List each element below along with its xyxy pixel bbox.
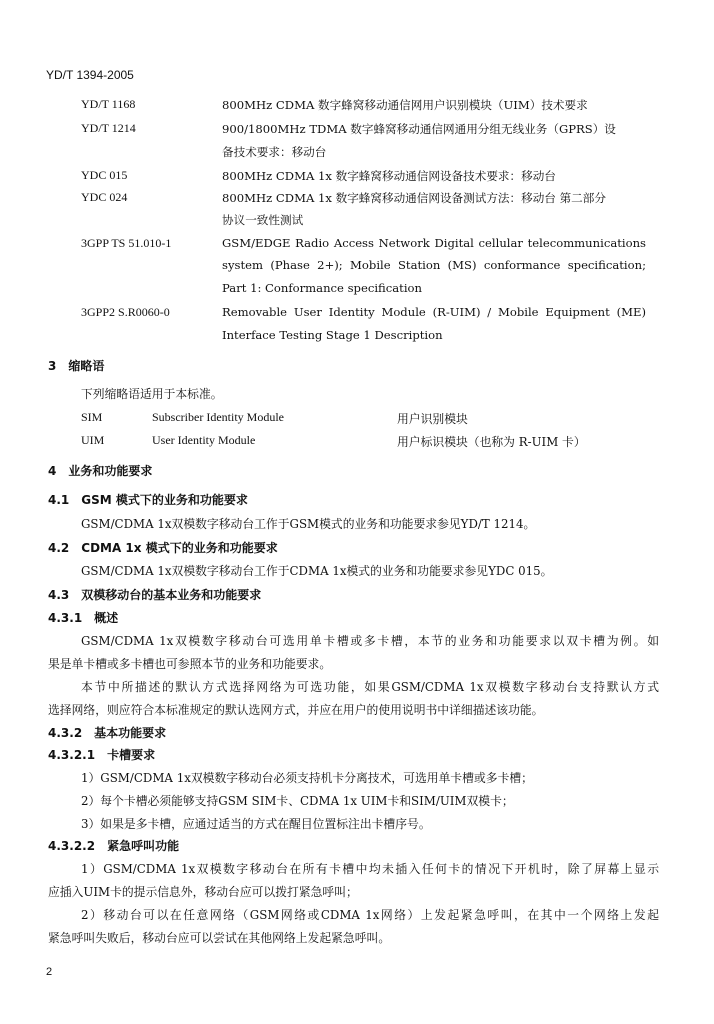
paragraph-line: 紧急呼叫失败后，移动台应可以尝试在其他网络上发起紧急呼叫。 (48, 931, 391, 945)
reference-title: 800MHz CDMA 1x 数字蜂窝移动通信网设备技术要求：移动台 (222, 169, 556, 183)
reference-title-cont: 协议一致性测试 (222, 213, 304, 227)
reference-title-cont: Interface Testing Stage 1 Description (222, 328, 443, 342)
document-id-header: YD/T 1394-2005 (46, 68, 134, 82)
reference-title: 800MHz CDMA 1x 数字蜂窝移动通信网设备测试方法：移动台 第二部分 (222, 191, 606, 205)
reference-title: 900/1800MHz TDMA 数字蜂窝移动通信网通用分组无线业务（GPRS）设 (222, 122, 616, 136)
section-4-1-heading: 4.1 GSM 模式下的业务和功能要求 (48, 493, 248, 507)
paragraph-line: GSM/CDMA 1x双模数字移动台可选用单卡槽或多卡槽，本节的业务和功能要求以双卡槽为例。如 (81, 634, 659, 648)
list-item: 1）GSM/CDMA 1x双模数字移动台必须支持机卡分离技术，可选用单卡槽或多卡槽； (81, 771, 533, 785)
reference-title-cont: system (Phase 2+); Mobile Station (MS) conformance specification; (222, 258, 646, 272)
paragraph-line: 1）GSM/CDMA 1x双模数字移动台在所有卡槽中均未插入任何卡的情况下开机时，除了屏幕上显示 (81, 862, 659, 876)
section-4-3-heading: 4.3 双模移动台的基本业务和功能要求 (48, 588, 262, 602)
reference-title-cont: 备技术要求：移动台 (222, 145, 327, 159)
paragraph-line: 果是单卡槽或多卡槽也可参照本节的业务和功能要求。 (48, 657, 332, 671)
abbreviation-expansion: Subscriber Identity Module (152, 410, 284, 424)
section-4-3-1-heading: 4.3.1 概述 (48, 611, 119, 625)
reference-code: 3GPP TS 51.010-1 (81, 236, 172, 250)
reference-title: Removable User Identity Module (R-UIM) / Mobile Equipment (ME) (222, 305, 646, 319)
paragraph-line: 本节中所描述的默认方式选择网络为可选功能，如果GSM/CDMA 1x双模数字移动台支持默认方式 (81, 680, 659, 694)
section-4-1-text: GSM/CDMA 1x双模数字移动台工作于GSM模式的业务和功能要求参见YD/T 1214。 (81, 517, 536, 531)
section-4-3-2-1-heading: 4.3.2.1 卡槽要求 (48, 748, 156, 762)
reference-title-cont: Part 1: Conformance specification (222, 281, 422, 295)
page-number: 2 (46, 966, 53, 978)
abbreviation-term: SIM (81, 410, 103, 424)
section-3-heading: 3 缩略语 (48, 359, 105, 373)
abbreviation-term: UIM (81, 433, 105, 447)
section-3-intro: 下列缩略语适用于本标准。 (81, 387, 223, 401)
reference-code: YD/T 1214 (81, 121, 136, 135)
abbreviation-chinese: 用户识别模块 (397, 412, 468, 426)
list-item: 3）如果是多卡槽，应通过适当的方式在醒目位置标注出卡槽序号。 (81, 817, 431, 831)
paragraph-line: 2）移动台可以在任意网络（GSM网络或CDMA 1x网络）上发起紧急呼叫，在其中一个网络上发起 (81, 908, 659, 922)
reference-code: YDC 015 (81, 168, 128, 182)
reference-title: GSM/EDGE Radio Access Network Digital cellular telecommunications (222, 236, 646, 250)
abbreviation-expansion: User Identity Module (152, 433, 256, 447)
section-4-2-text: GSM/CDMA 1x双模数字移动台工作于CDMA 1x模式的业务和功能要求参见YDC 015。 (81, 564, 553, 578)
section-4-3-2-2-heading: 4.3.2.2 紧急呼叫功能 (48, 839, 180, 853)
reference-code: YDC 024 (81, 190, 128, 204)
section-4-2-heading: 4.2 CDMA 1x 模式下的业务和功能要求 (48, 541, 278, 555)
section-4-heading: 4 业务和功能要求 (48, 464, 153, 478)
paragraph-line: 选择网络，则应符合本标准规定的默认选网方式，并应在用户的使用说明书中详细描述该功能。 (48, 703, 544, 717)
section-4-3-2-heading: 4.3.2 基本功能要求 (48, 726, 167, 740)
reference-code: 3GPP2 S.R0060-0 (81, 305, 170, 319)
reference-code: YD/T 1168 (81, 97, 136, 111)
paragraph-line: 应插入UIM卡的提示信息外，移动台应可以拨打紧急呼叫； (48, 885, 358, 899)
abbreviation-chinese: 用户标识模块（也称为 R-UIM 卡） (397, 435, 586, 449)
reference-title: 800MHz CDMA 数字蜂窝移动通信网用户识别模块（UIM）技术要求 (222, 98, 588, 112)
list-item: 2）每个卡槽必须能够支持GSM SIM卡、CDMA 1x UIM卡和SIM/UIM双模卡； (81, 794, 514, 808)
